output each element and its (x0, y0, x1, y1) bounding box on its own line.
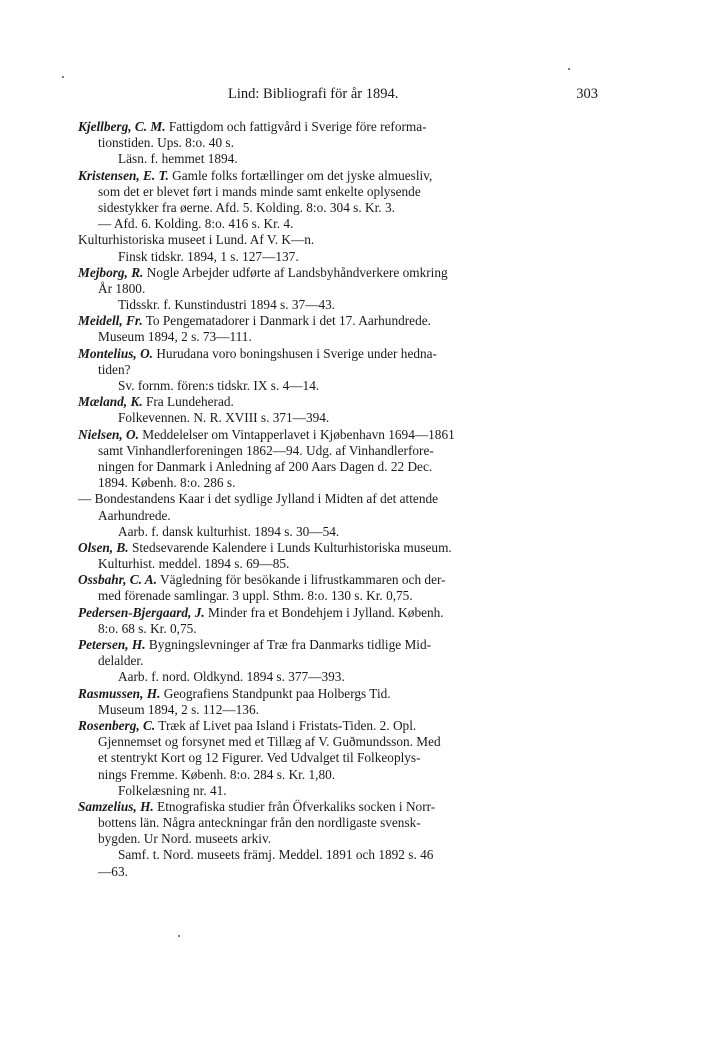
entry-first-line (78, 686, 614, 702)
entry-author: Rasmussen, H. (78, 685, 161, 701)
entry-continuation-line: tionstiden. Ups. 8:o. 40 s. (98, 135, 234, 151)
bibliography-entry (78, 346, 614, 395)
entry-first-line (78, 572, 614, 588)
entry-source-line: Läsn. f. hemmet 1894. (118, 151, 238, 167)
entry-continuation-line: delalder. (98, 653, 144, 669)
entry-source-line: Finsk tidskr. 1894, 1 s. 127—137. (118, 248, 299, 264)
entry-title-text: Kulturhistoriska museet i Lund. Af V. K—n. (78, 232, 315, 248)
entry-author: Rosenberg, C. (78, 717, 156, 733)
entry-continuation-line: År 1800. (98, 280, 146, 296)
entry-source-line: Folkelæsning nr. 41. (118, 782, 227, 798)
entry-continuation-line: 8:o. 68 s. Kr. 0,75. (98, 620, 197, 636)
entry-first-line (78, 540, 614, 556)
entry-author: Samzelius, H. (78, 798, 154, 814)
entry-continuation-line: tiden? (98, 361, 131, 377)
entry-first-line (78, 346, 614, 362)
bibliography-entry (78, 265, 614, 314)
entry-continuation-line: samt Vinhandlerforeningen 1862—94. Udg. af Vinhandlerfore- (98, 442, 434, 458)
entry-title-text: Minder fra et Bondehjem i Jylland. Københ. (204, 604, 444, 620)
entry-continuation-line: Gjennemset og forsynet med et Tillæg af V. Guðmundsson. Med (98, 734, 441, 750)
bibliography-entry (78, 232, 614, 264)
entry-continuation-line: med förenade samlingar. 3 uppl. Sthm. 8:o. 130 s. Kr. 0,75. (98, 588, 413, 604)
entry-continuation-line: bygden. Ur Nord. museets arkiv. (98, 831, 272, 847)
entry-title-text: Stedsevarende Kalendere i Lunds Kulturhistoriska museum. (128, 539, 452, 555)
entry-author: Mejborg, R. (78, 264, 144, 280)
entry-source-line: Aarb. f. nord. Oldkynd. 1894 s. 377—393. (118, 669, 345, 685)
entry-first-line (78, 718, 614, 734)
entry-continuation-line: bottens län. Några anteckningar från den nordligaste svensk- (98, 815, 421, 831)
bibliography-entry (78, 313, 614, 345)
bibliography-list (78, 119, 614, 880)
bibliography-entry (78, 427, 614, 492)
entry-continuation-line: Museum 1894, 2 s. 73—111. (98, 329, 252, 345)
bibliography-entry (78, 168, 614, 233)
entry-title-text: Hurudana voro boningshusen i Sverige under hedna- (153, 345, 437, 361)
entry-continuation-line: — Afd. 6. Kolding. 8:o. 416 s. Kr. 4. (98, 216, 294, 232)
entry-first-line (78, 168, 614, 184)
entry-title-text: Nogle Arbejder udførte af Landsbyhåndverkere omkring (143, 264, 448, 280)
entry-first-line (78, 605, 614, 621)
entry-title-text: Gamle folks fortællinger om det jyske almuesliv, (168, 167, 433, 183)
bibliography-entry (78, 605, 614, 637)
entry-continuation-line: Museum 1894, 2 s. 112—136. (98, 701, 259, 717)
speck-mark (568, 68, 570, 70)
running-title: Lind: Bibliografi för år 1894. (228, 86, 399, 102)
entry-title-text: Meddelelser om Vintapperlavet i Kjøbenhavn 1694—1861 (138, 426, 455, 442)
entry-first-line (78, 799, 614, 815)
entry-first-line (78, 119, 614, 135)
bibliography-entry (78, 119, 614, 168)
entry-continuation-line: ningen for Danmark i Anledning af 200 Aars Dagen d. 22 Dec. (98, 458, 433, 474)
entry-first-line (78, 637, 614, 653)
bibliography-entry (78, 686, 614, 718)
entry-continuation-line: —63. (98, 863, 128, 879)
entry-continuation-line: 1894. Københ. 8:o. 286 s. (98, 475, 236, 491)
entry-author: Petersen, H. (78, 637, 146, 652)
entry-first-line (78, 232, 614, 248)
entry-title-text: — Bondestandens Kaar i det sydlige Jylland i Midten af det attende (78, 491, 439, 507)
entry-continuation-line: sidestykker fra øerne. Afd. 5. Kolding. 8:o. 304 s. Kr. 3. (98, 199, 395, 215)
entry-author: Montelius, O. (78, 345, 153, 361)
entry-author: Kjellberg, C. M. (78, 119, 166, 134)
entry-title-text: Fattigdom och fattigvård i Sverige före reforma- (165, 119, 427, 134)
entry-title-text: Etnografiska studier från Öfverkaliks socken i Norr- (153, 798, 436, 814)
entry-author: Mæland, K. (78, 394, 143, 410)
bibliography-entry (78, 637, 614, 686)
entry-continuation-line: et stentrykt Kort og 12 Figurer. Ved Udvalget til Folkeoplys- (98, 750, 421, 766)
entry-continuation-line: nings Fremme. Københ. 8:o. 284 s. Kr. 1,80. (98, 766, 336, 782)
entry-author: Ossbahr, C. A. (78, 572, 157, 588)
bibliography-entry (78, 394, 614, 426)
entry-source-line: Folkevennen. N. R. XVIII s. 371—394. (118, 410, 330, 426)
bibliography-entry (78, 540, 614, 572)
entry-continuation-line: Aarhundrede. (98, 507, 171, 523)
entry-continuation-line: som det er blevet ført i mands minde samt enkelte oplysende (98, 183, 421, 199)
page-header (78, 86, 598, 110)
page-number: 303 (576, 86, 598, 102)
entry-first-line (78, 394, 614, 410)
speck-mark (178, 935, 180, 937)
entry-first-line (78, 313, 614, 329)
entry-continuation-line: Kulturhist. meddel. 1894 s. 69—85. (98, 556, 290, 572)
entry-title-text: Bygningslevninger af Træ fra Danmarks tidlige Mid- (145, 637, 432, 652)
bibliography-entry (78, 799, 614, 880)
entry-author: Kristensen, E. T. (78, 167, 169, 183)
entry-source-line: Tidsskr. f. Kunstindustri 1894 s. 37—43. (118, 297, 336, 313)
entry-title-text: Fra Lundeherad. (142, 394, 234, 410)
entry-title-text: Geografiens Standpunkt paa Holbergs Tid. (160, 685, 391, 701)
entry-first-line (78, 427, 614, 443)
entry-first-line (78, 491, 614, 507)
entry-author: Meidell, Fr. (78, 313, 143, 329)
bibliography-entry (78, 718, 614, 799)
entry-title-text: Træk af Livet paa Island i Fristats-Tiden. 2. Opl. (155, 717, 417, 733)
entry-title-text: To Pengematadorer i Danmark i det 17. Aarhundrede. (142, 313, 431, 329)
bibliography-entry (78, 491, 614, 540)
entry-author: Nielsen, O. (78, 426, 139, 442)
entry-source-line: Sv. fornm. fören:s tidskr. IX s. 4—14. (118, 378, 320, 393)
bibliography-entry (78, 572, 614, 604)
entry-title-text: Vägledning för besökande i lifrustkammaren och der- (156, 572, 446, 588)
entry-first-line (78, 265, 614, 281)
entry-author: Olsen, B. (78, 539, 129, 555)
entry-source-line: Aarb. f. dansk kulturhist. 1894 s. 30—54. (118, 523, 340, 539)
entry-source-line: Samf. t. Nord. museets främj. Meddel. 1891 och 1892 s. 46 (118, 847, 434, 863)
speck-mark (62, 76, 64, 78)
entry-author: Pedersen-Bjergaard, J. (78, 604, 205, 620)
